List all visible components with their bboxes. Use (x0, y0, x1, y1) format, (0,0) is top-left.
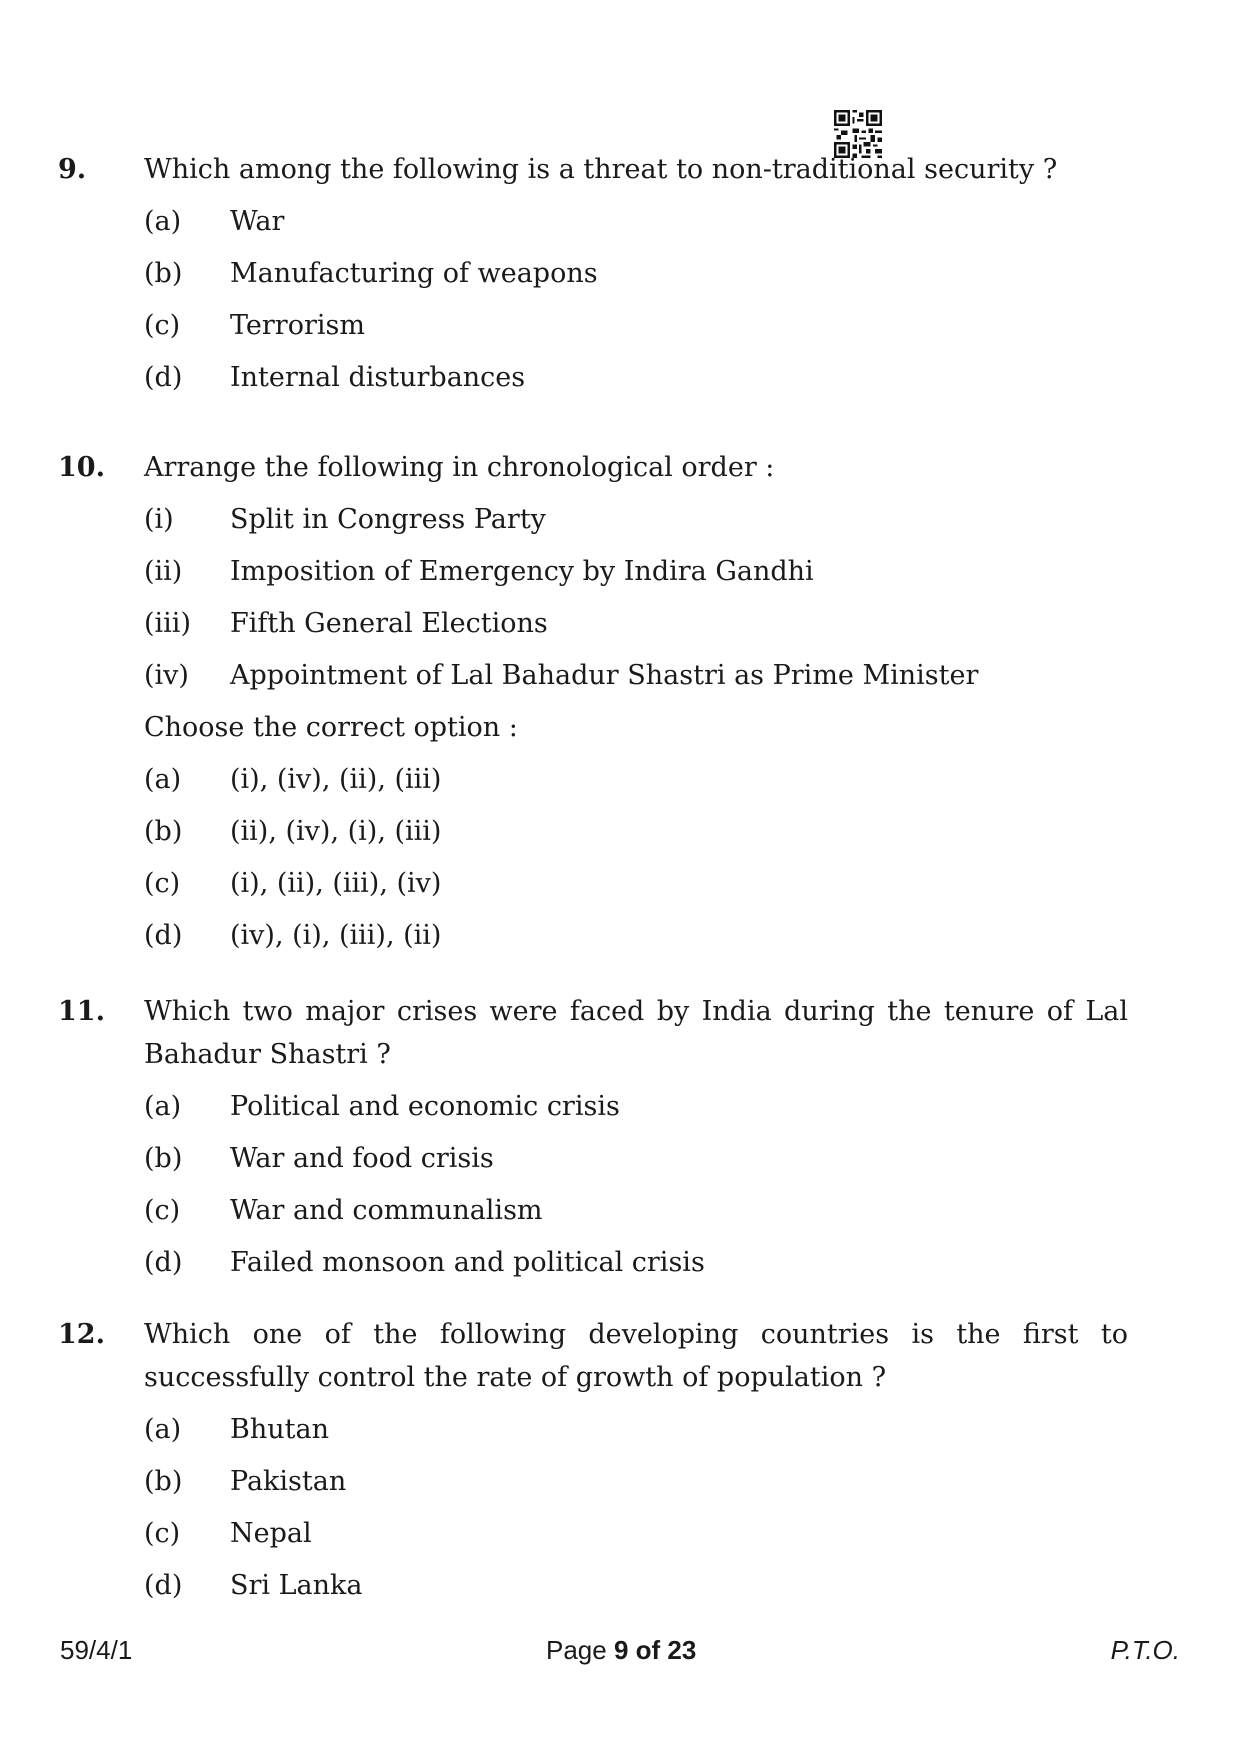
statement-text: Imposition of Emergency by Indira Gandhi (230, 556, 814, 587)
option-text: Political and economic crisis (230, 1091, 620, 1122)
question-text: Which two major crises were faced by India during the tenure of Lal Bahadur Shastri ? (144, 996, 1128, 1070)
option-a (58, 1408, 1128, 1451)
option-label: (a) (144, 1091, 182, 1122)
statement-text: Split in Congress Party (230, 504, 546, 535)
option-label: (c) (144, 1195, 181, 1226)
option-a (58, 1085, 1128, 1128)
option-text: War and communalism (230, 1195, 543, 1226)
option-c (58, 1512, 1128, 1555)
option-text: War (230, 206, 285, 237)
question-text: Which one of the following developing countries is the first to successfully control the rate of growth of population ? (144, 1319, 1128, 1393)
statement-iii (58, 602, 1128, 645)
page-middle: of (628, 1635, 668, 1665)
question-number: 9. (58, 154, 87, 185)
option-b (58, 1460, 1128, 1503)
option-label: (d) (144, 920, 183, 951)
option-d (58, 356, 1128, 399)
statement-text: Appointment of Lal Bahadur Shastri as Prime Minister (230, 660, 979, 691)
question-10 (58, 446, 1128, 957)
question-number: 11. (58, 996, 105, 1027)
option-label: (b) (144, 1143, 183, 1174)
page-footer (60, 1630, 1180, 1670)
question-number: 12. (58, 1319, 105, 1350)
option-d (58, 1564, 1128, 1607)
option-label: (a) (144, 764, 182, 795)
paper-code: 59/4/1 (60, 1635, 133, 1665)
option-label: (d) (144, 1570, 183, 1601)
option-b (58, 1137, 1128, 1180)
option-text: (i), (iv), (ii), (iii) (230, 764, 442, 795)
option-label: (b) (144, 1466, 183, 1497)
option-text: (iv), (i), (iii), (ii) (230, 920, 442, 951)
option-text: (ii), (iv), (i), (iii) (230, 816, 442, 847)
question-number: 10. (58, 452, 105, 483)
option-b (58, 810, 1128, 853)
option-text: Failed monsoon and political crisis (230, 1247, 705, 1278)
option-label: (b) (144, 816, 183, 847)
question-12 (58, 1313, 1128, 1607)
statement-text: Fifth General Elections (230, 608, 548, 639)
question-instruction: Choose the correct option : (144, 712, 518, 743)
option-label: (c) (144, 868, 181, 899)
page-current: 9 (613, 1635, 629, 1665)
option-label: (a) (144, 1414, 182, 1445)
statement-label: (iii) (144, 608, 191, 639)
option-text: Pakistan (230, 1466, 347, 1497)
option-text: Terrorism (230, 310, 365, 341)
pto-label: P.T.O. (1110, 1635, 1180, 1665)
option-text: Internal disturbances (230, 362, 526, 393)
option-label: (c) (144, 310, 181, 341)
option-text: (i), (ii), (iii), (iv) (230, 868, 442, 899)
question-11 (58, 990, 1128, 1284)
page-prefix: Page (546, 1635, 614, 1665)
option-c (58, 304, 1128, 347)
option-label: (c) (144, 1518, 181, 1549)
page-total: 23 (667, 1635, 697, 1665)
option-label: (b) (144, 258, 183, 289)
option-a (58, 200, 1128, 243)
question-text: Which among the following is a threat to non-traditional security ? (144, 154, 1058, 185)
option-c (58, 862, 1128, 905)
statement-ii (58, 550, 1128, 593)
option-d (58, 914, 1128, 957)
question-text: Arrange the following in chronological order : (144, 452, 775, 483)
option-label: (d) (144, 362, 183, 393)
statement-label: (iv) (144, 660, 189, 691)
option-text: Manufacturing of weapons (230, 258, 598, 289)
option-text: War and food crisis (230, 1143, 494, 1174)
option-text: Sri Lanka (230, 1570, 363, 1601)
statement-iv (58, 654, 1128, 697)
option-d (58, 1241, 1128, 1284)
option-text: Nepal (230, 1518, 312, 1549)
statement-i (58, 498, 1128, 541)
option-label: (a) (144, 206, 182, 237)
statement-label: (i) (144, 504, 174, 535)
option-text: Bhutan (230, 1414, 329, 1445)
page-number (546, 1630, 696, 1670)
option-label: (d) (144, 1247, 183, 1278)
option-c (58, 1189, 1128, 1232)
option-a (58, 758, 1128, 801)
question-9 (58, 148, 1128, 399)
statement-label: (ii) (144, 556, 183, 587)
option-b (58, 252, 1128, 295)
